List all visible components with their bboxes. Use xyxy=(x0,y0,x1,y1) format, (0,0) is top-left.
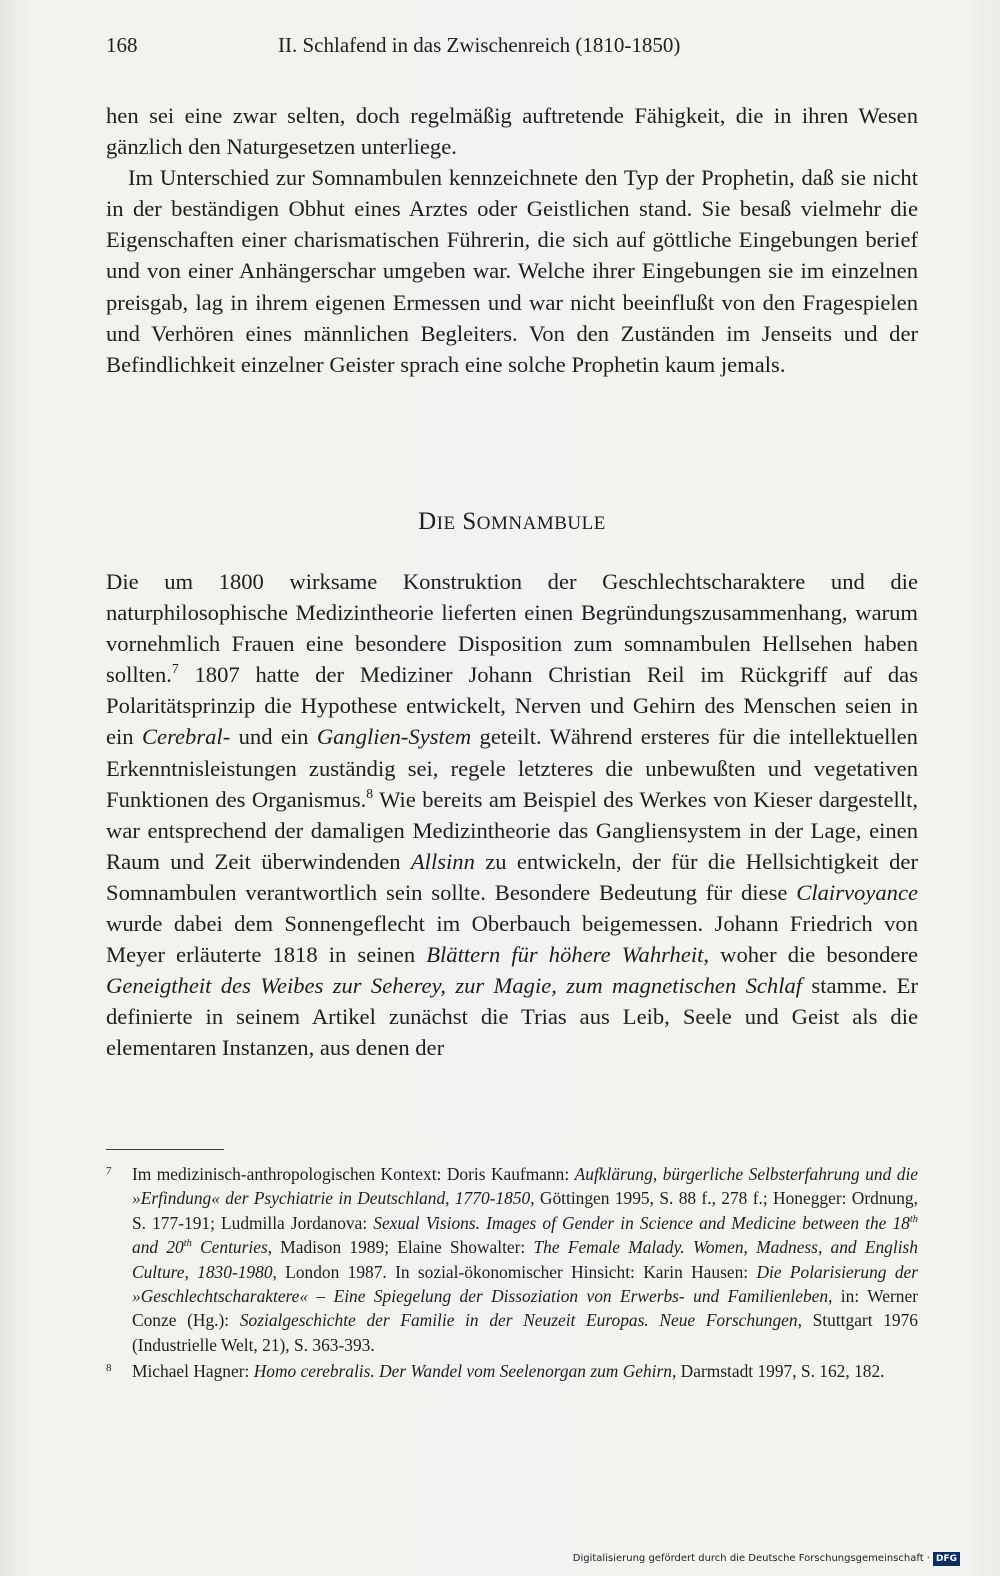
fn-text: , Madison 1989; Elaine Showalter: xyxy=(267,1237,534,1258)
text-run: und ein xyxy=(230,724,317,750)
dfg-logo-icon: DFG xyxy=(933,1552,960,1566)
italic-term: Ganglien-System xyxy=(316,724,472,750)
text-run: stamme. Er definierte in seinem Artikel zunächst die Trias aus Leib, Seele und Geist als die elementaren Instanzen, aus denen der xyxy=(106,973,918,1061)
fn-text: , Stuttgart 1976 (Industrielle Welt, 21), S. 363-393. xyxy=(132,1310,919,1355)
fn-italic: Homo cerebralis. Der Wandel vom Seelenorgan zum Gehirn xyxy=(253,1361,672,1382)
paragraph-somnambule xyxy=(106,566,918,1064)
paragraph-prophetin: Im Unterschied zur Somnambulen kennzeichnete den Typ der Prophetin, daß sie nicht in der beständigen Obhut eines Arztes oder Geistlichen stand. Sie besaß vielmehr die Eigenschaften einer charismatischen Führerin, die sich auf göttliche Eingebungen berief und von einer Anhängerschar umgeben war. Welche ihrer Eingebungen sie im einzelnen preisgab, lag in ihrem eigenen Ermessen und war nicht beeinflußt von den Fragespielen und Verhören eines männlichen Begleiters. Von den Zuständen im Jenseits und der Befindlichkeit einzelner Geister sprach eine solche Prophetin kaum jemals. xyxy=(106,165,918,377)
footnote-ref-7[interactable]: 7 xyxy=(171,661,179,677)
text-run: zu entwickeln, der für die Hellsichtigkeit der Somnambulen verantwortlich sein sollte. Besondere Bedeutung für diese xyxy=(106,848,918,905)
italic-term: Cerebral- xyxy=(141,724,231,750)
body-text-section xyxy=(106,566,918,1064)
fn-text: Im medizinisch-anthropologischen Kontext: Doris Kaufmann: xyxy=(132,1164,575,1184)
fn-sup: th xyxy=(909,1214,918,1226)
text-run: , woher die besondere xyxy=(703,942,918,968)
fn-text: , Darmstadt 1997, S. 162, 182. xyxy=(671,1361,885,1382)
fn-italic: Aufklärung, bürgerliche Selbsterfahrung und die »Erfindung« der Psychiatrie in Deutschland, 1770-1850 xyxy=(132,1164,918,1209)
footnote-number: 7 xyxy=(106,1165,112,1177)
italic-term: Allsinn xyxy=(410,848,475,874)
footnote-7 xyxy=(106,1162,918,1357)
footnote-ref-8[interactable]: 8 xyxy=(366,785,374,801)
running-title: II. Schlafend in das Zwischenreich (1810-1850) xyxy=(278,33,681,57)
text-run: Die um 1800 wirksame Konstruktion der Geschlechtscharaktere und die naturphilosophische Medizintheorie lieferten einen Begründungszusammenhang, warum vornehmlich Frauen eine besondere Disposition zum somnambulen Hellsehen haben sollten. xyxy=(106,569,918,688)
text-run: wurde dabei dem Sonnengeflecht im Oberbauch beigemessen. Johann Friedrich von Meyer erläuterte 1818 in seinen xyxy=(106,911,918,968)
credit-text: Digitalisierung gefördert durch die Deutsche Forschungsgemeinschaft · xyxy=(572,1553,930,1564)
heading-initial-s: S xyxy=(462,508,477,535)
digitization-credit xyxy=(573,1550,960,1568)
italic-quote: Geneigtheit des Weibes zur Seherey, zur Magie, zum magnetischen Schlaf xyxy=(106,973,803,999)
text-run: geteilt. Während ersteres für die intellektuellen Erkenntnisleistungen zuständig sei, regele letzteres die unbewußten und vegetativen Funktionen des Organismus. xyxy=(106,724,918,812)
heading-rest-ie: IE xyxy=(436,513,456,534)
fn-text: , in: Werner Conze (Hg.): xyxy=(132,1286,918,1331)
italic-title: Blättern für höhere Wahrheit xyxy=(426,942,704,968)
footnote-number: 8 xyxy=(106,1362,112,1375)
fn-text: , Göttingen 1995, S. 88 f., 278 f.; Honegger: Ordnung, S. 177-191; Ludmilla Jordanova: xyxy=(132,1188,918,1233)
section-heading xyxy=(106,505,918,541)
page-number: 168 xyxy=(106,33,138,57)
page-header xyxy=(106,30,918,60)
italic-term: Clairvoyance xyxy=(796,879,918,905)
footnote-8 xyxy=(106,1359,918,1383)
fn-italic: The Female Malady. Women, Madness, and English Culture, 1830-1980 xyxy=(132,1237,918,1282)
heading-rest-omnambule: OMNAMBULE xyxy=(476,513,606,534)
fn-sup: th xyxy=(183,1238,192,1250)
fn-text: , London 1987. In sozial-ökonomischer Hinsicht: Karin Hausen: xyxy=(272,1261,757,1282)
footnote-divider xyxy=(106,1149,224,1150)
fn-italic-part: and 20 xyxy=(132,1237,184,1258)
text-run: Wie bereits am Beispiel des Werkes von Kieser dargestellt, war entsprechend der damaligen Medizintheorie das Gangliensystem in der Lage, einen Raum und Zeit überwindenden xyxy=(106,786,919,874)
fn-italic-part: Centuries xyxy=(191,1237,268,1258)
heading-initial-d: D xyxy=(418,508,437,535)
body-text-top xyxy=(106,100,918,380)
text-run: 1807 hatte der Mediziner Johann Christian Reil im Rückgriff auf das Polaritätsprinzip die Hypothese entwickelt, Nerven und Gehirn des Menschen seien in ein xyxy=(106,662,918,750)
fn-text: Michael Hagner: xyxy=(132,1361,254,1382)
fn-italic: Sozialgeschichte der Familie in der Neuzeit Europas. Neue Forschungen xyxy=(239,1310,798,1331)
fn-italic: Die Polarisierung der »Geschlechtscharaktere« – Eine Spiegelung der Dissoziation von Erwerbs- und Familienleben xyxy=(132,1261,918,1307)
fn-italic-part: Sexual Visions. Images of Gender in Science and Medicine between the 18 xyxy=(373,1212,910,1233)
footnotes xyxy=(106,1162,918,1386)
paragraph-continuation: hen sei eine zwar selten, doch regelmäßig auftretende Fähigkeit, die in ihren Wesen gänzlich den Naturgesetzen unterliege. xyxy=(106,103,918,160)
